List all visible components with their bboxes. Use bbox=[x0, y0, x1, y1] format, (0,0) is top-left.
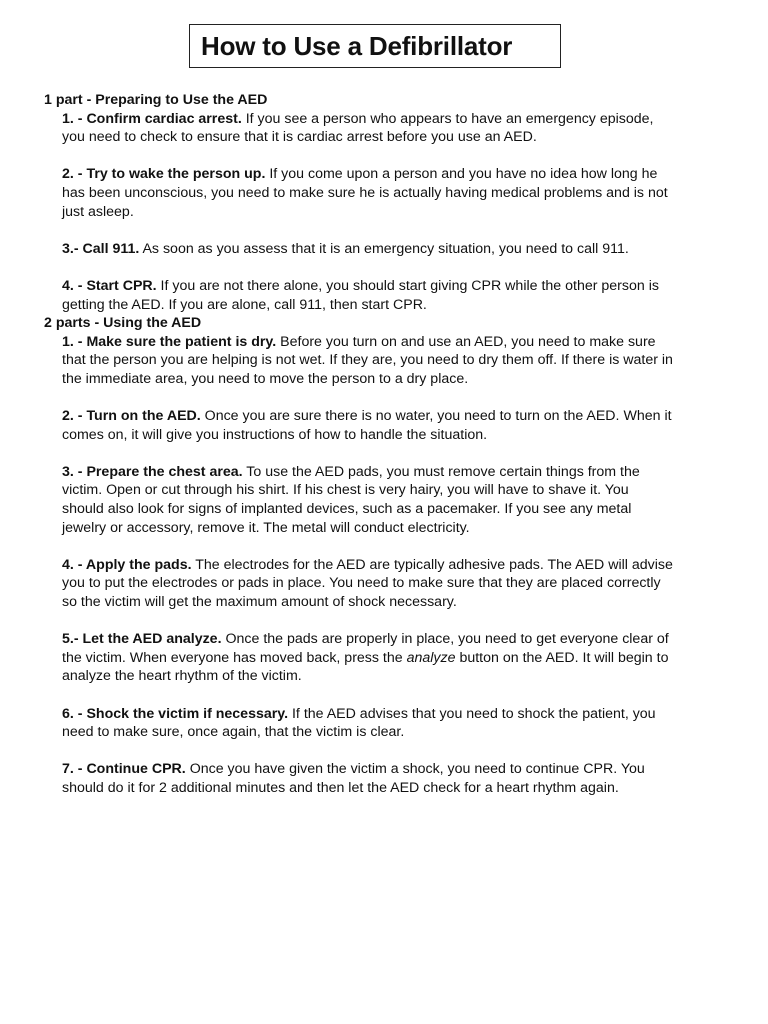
step-lead: 2. - Try to wake the person up. bbox=[62, 166, 266, 183]
step-lead: 2. - Turn on the AED. bbox=[62, 408, 201, 425]
step-item bbox=[62, 760, 674, 797]
step-text: Once you have given the victim a shock, you need to continue CPR. You should do it for 2 additional minutes and then let the AED check for a heart rhythm again. bbox=[62, 761, 645, 796]
step-text: If you see a person who appears to have an emergency episode, you need to check to ensure that it is cardiac arrest before you use an AED. bbox=[62, 110, 654, 146]
document-body bbox=[44, 91, 674, 798]
step-item bbox=[62, 705, 674, 742]
step-text-italic: analyze bbox=[406, 649, 456, 666]
step-item bbox=[62, 333, 674, 389]
step-text: As soon as you assess that it is an emergency situation, you need to call 911. bbox=[139, 240, 629, 257]
section-heading: 2 parts - Using the AED bbox=[44, 315, 202, 332]
step-text: If you come upon a person and you have no idea how long he has been unconscious, you need to make sure he is actually having medical problems and is not just asleep. bbox=[62, 166, 668, 220]
step-lead: 4. - Start CPR. bbox=[62, 277, 157, 294]
title-box bbox=[189, 24, 561, 68]
step-item bbox=[62, 277, 674, 314]
step-text: Before you turn on and use an AED, you need to make sure that the person you are helping is not wet. If they are, you need to dry them off. If there is water in the immediate area, you need to move the person to a dry place. bbox=[62, 333, 673, 387]
step-text: The electrodes for the AED are typically adhesive pads. The AED will advise you to put the electrodes or pads in place. You need to make sure that they are placed correctly so the victim will get the maximum amount of shock necessary. bbox=[62, 556, 673, 611]
step-lead: 3. - Prepare the chest area. bbox=[62, 463, 243, 480]
step-item bbox=[62, 165, 674, 221]
step-lead: 1. - Make sure the patient is dry. bbox=[62, 333, 277, 350]
section-preparing bbox=[44, 91, 674, 314]
step-item bbox=[62, 630, 674, 686]
step-item bbox=[62, 240, 674, 259]
step-item bbox=[62, 463, 674, 537]
step-lead: 6. - Shock the victim if necessary. bbox=[62, 705, 289, 722]
section-using bbox=[44, 314, 674, 797]
step-lead: 5.- Let the AED analyze. bbox=[62, 631, 222, 648]
step-item bbox=[62, 407, 674, 444]
step-item bbox=[62, 556, 674, 612]
step-text: To use the AED pads, you must remove certain things from the victim. Open or cut through his shirt. If his chest is very hairy, you will have to shave it. You should also look for signs of implanted devices, such as a pacemaker. If you see any metal jewelry or accessory, remove it. The metal will conduct electricity. bbox=[62, 463, 640, 536]
step-lead: 4. - Apply the pads. bbox=[62, 556, 192, 573]
step-text: If the AED advises that you need to shock the patient, you need to make sure, once again, that the victim is clear. bbox=[62, 705, 656, 741]
step-text: If you are not there alone, you should start giving CPR while the other person is getting the AED. If you are alone, call 911, then start CPR. bbox=[62, 277, 659, 313]
step-lead: 3.- Call 911. bbox=[62, 240, 140, 257]
section-heading: 1 part - Preparing to Use the AED bbox=[44, 92, 268, 108]
step-text-after: button on the AED. It will begin to analyze the heart rhythm of the victim. bbox=[62, 649, 669, 685]
step-item bbox=[62, 110, 674, 147]
step-lead: 1. - Confirm cardiac arrest. bbox=[62, 110, 242, 127]
document-title: How to Use a Defibrillator bbox=[201, 30, 513, 61]
step-text: Once the pads are properly in place, you need to get everyone clear of the victim. When everyone has moved back, press the bbox=[62, 631, 669, 666]
step-lead: 7. - Continue CPR. bbox=[62, 761, 186, 778]
step-text: Once you are sure there is no water, you need to turn on the AED. When it comes on, it will give you instructions of how to handle the situation. bbox=[62, 408, 672, 443]
